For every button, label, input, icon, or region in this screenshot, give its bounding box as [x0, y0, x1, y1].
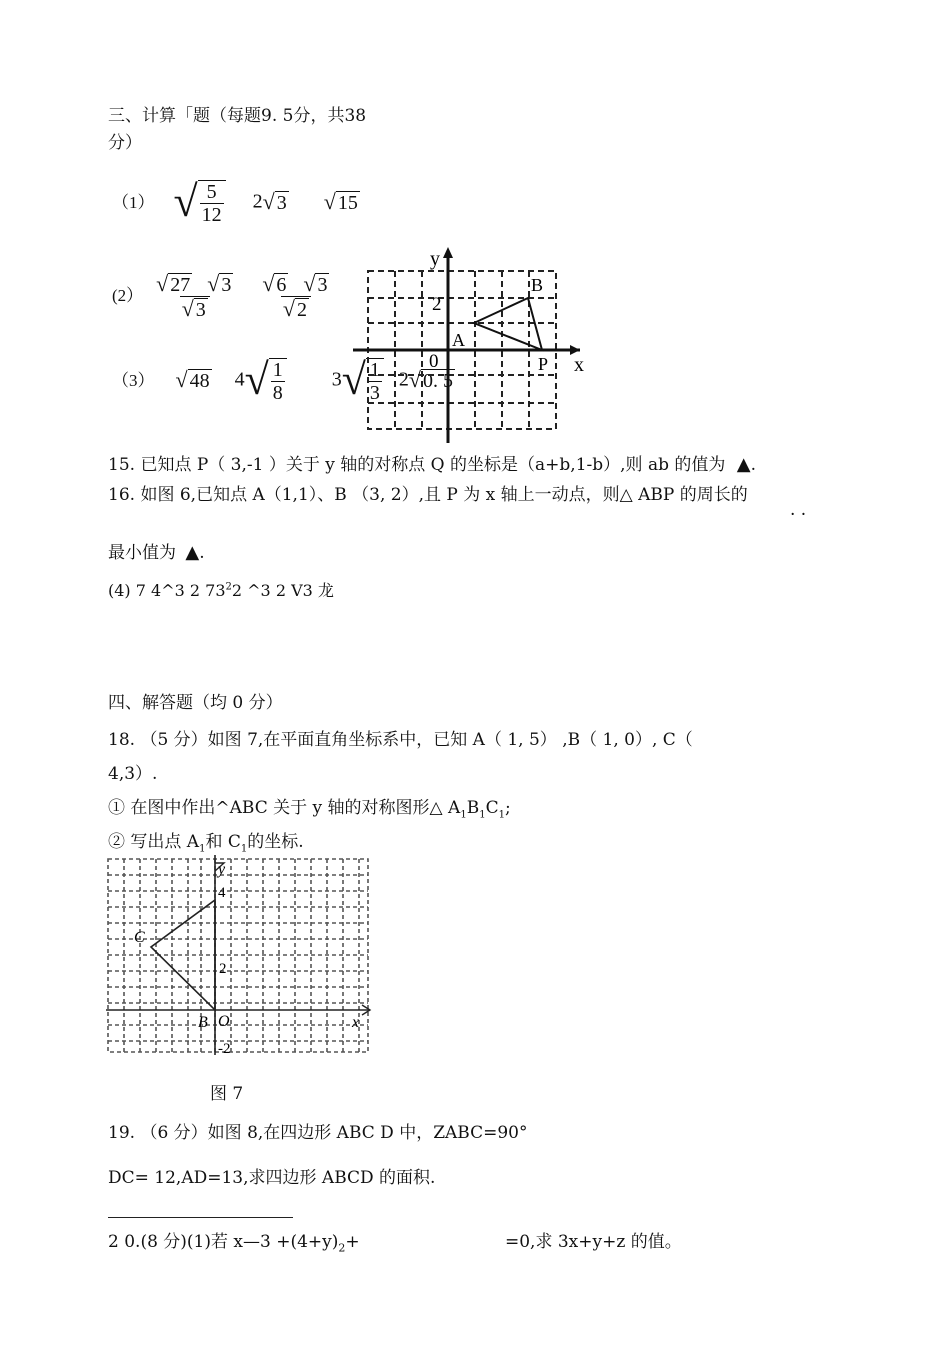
figure-6-axes: [353, 251, 580, 443]
y-axis-arrow: [443, 247, 453, 258]
fig7-tick-4: 4: [218, 885, 226, 901]
figure-6-graph: [348, 243, 598, 448]
sqrt-fraction: √ $\frac{5}{12}$: [174, 180, 226, 226]
question-16-line2: 最小值为 ▲.: [108, 542, 205, 563]
section3-heading: 三、计算「题（每题9. 5分，共38 分）: [108, 106, 367, 153]
calc-problem-3: （3） √ 48 4 √ $\frac{1}{8}$ 3 √ $\frac{1}{3}$ 2 √ 0. 5: [112, 355, 453, 404]
fig6-origin: 0: [429, 351, 439, 372]
question-18-sub2: ② 写出点 $A_1$和 $C_1$的坐标.: [108, 832, 304, 855]
question-18-line1: 18. （5 分）如图 7,在平面直角坐标系中，已知 A（ 1, 5） ,B（ 1, 0）, C（: [108, 730, 693, 750]
question-16-dots: · ·: [790, 505, 807, 525]
question-20-end: =0,求 3x+y+z 的值。: [505, 1232, 682, 1252]
fig7-tick-minus-2: -2: [218, 1041, 231, 1055]
calc-problem-2: (2） √ 27 √ 3 √ 3 √ 6 √ 3 √ 2: [112, 272, 331, 321]
fig6-x-label: x: [574, 354, 584, 376]
question-19-line2: DC= 12,AD=13,求四边形 ABCD 的面积.: [108, 1168, 436, 1188]
figure-7-graph: [106, 855, 374, 1055]
fig7-point-b: B: [198, 1014, 208, 1031]
question-16-line1: 16. 如图 6,已知点 A（1,1）、B （3, 2）,且 P 为 x 轴上一动点，则△ ABP 的周长的: [108, 485, 748, 505]
calc-problem-1: （1） √ $\frac{5}{12}$ 2 √ 3 √ 15: [112, 177, 358, 226]
question-19-line1: 19. （6 分）如图 8,在四边形 ABC D 中，ZABC=90°: [108, 1123, 528, 1143]
fig6-y-label: y: [430, 248, 440, 270]
fig7-x-label: x: [352, 1014, 360, 1031]
question-18-sub1: ① 在图中作出^ABC 关于 y 轴的对称图形△ $A_1B_1C_1$;: [108, 798, 511, 821]
footnote-divider: [108, 1217, 293, 1218]
question-18-line2: 4,3）.: [108, 764, 158, 784]
calc-problem-4: (4) 7 4^3 2 $73^22$ ^3 2 V3 龙: [108, 581, 334, 600]
question-20: 2 0.(8 分)(1)若 x—3 $+(4+y)_2+$: [108, 1232, 360, 1255]
fig7-point-c: C: [134, 929, 145, 946]
fraction-2: √ 6 √ 3 √ 2: [262, 270, 328, 321]
answer-blank-15: ▲: [736, 454, 751, 475]
fig6-point-p: P: [538, 354, 549, 374]
figure-7-caption: 图 7: [210, 1084, 244, 1104]
fig7-y-label: y: [218, 861, 226, 878]
figure-7-grid: [108, 859, 368, 1052]
fig6-point-b: B: [531, 275, 544, 295]
question-15: 15. 已知点 P（ 3,-1 ）关于 y 轴的对称点 Q 的坐标是（a+b,1-b）,则 ab 的值为 ▲.: [108, 454, 757, 475]
section4-heading: 四、解答题（均 0 分）: [108, 693, 283, 713]
fraction-1: √ 27 √ 3 √ 3: [156, 270, 232, 321]
fig7-origin: O: [218, 1013, 230, 1030]
fig7-tick-2: 2: [219, 961, 227, 977]
fig6-point-a: A: [452, 330, 465, 350]
fig6-tick-2: 2: [432, 294, 442, 315]
answer-blank-16: ▲: [185, 542, 200, 563]
